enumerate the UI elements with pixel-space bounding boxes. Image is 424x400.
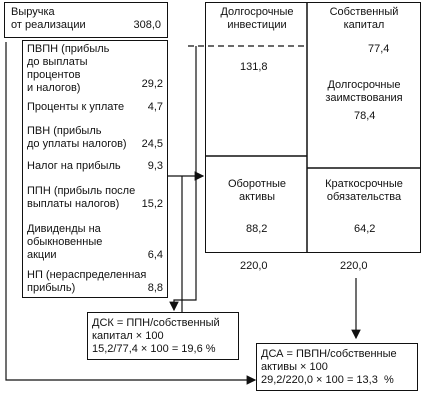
interest-value: 4,7 <box>147 101 163 113</box>
lt-debt-value: 78,4 <box>354 110 376 122</box>
current-assets-value: 88,2 <box>246 223 268 235</box>
revenue-value: 308,0 <box>133 19 161 31</box>
pvpn-label: ПВПН (прибыль до выплаты процентов и налогов) <box>27 43 110 94</box>
dividends-label: Дивиденды на обыкновенные акции <box>27 223 103 261</box>
lt-debt-label: Долгосрочные заимствования <box>325 79 403 104</box>
tax-label: Налог на прибыль <box>27 160 121 172</box>
st-liabilities-label: Краткосрочные обязательства <box>325 178 403 203</box>
roa-formula: ДСА = ПВПН/собственные активы × 100 29,2/220,0 × 100 = 13,3 % <box>261 348 397 386</box>
pbt-value: 24,5 <box>141 138 163 150</box>
current-assets-label: Оборотные активы <box>227 178 287 203</box>
tax-value: 9,3 <box>147 160 163 172</box>
retained-earnings-value: 8,8 <box>147 282 163 294</box>
assets-total: 220,0 <box>240 260 268 272</box>
roa-formula-box <box>256 343 418 391</box>
net-profit-label: ППН (прибыль после выплаты налогов) <box>27 185 136 210</box>
lt-investments-label: Долгосрочные инвестиции <box>220 6 294 31</box>
retained-earnings-label: НП (нераспределенная прибыль) <box>27 269 147 294</box>
interest-label: Проценты к уплате <box>27 101 125 113</box>
lt-investments-value: 131,8 <box>240 61 268 73</box>
dividends-value: 6,4 <box>147 249 163 261</box>
pbt-label: ПВН (прибыль до уплаты налогов) <box>27 125 127 150</box>
equity-value: 77,4 <box>368 43 390 55</box>
pvpn-value: 29,2 <box>141 78 163 90</box>
equity-label: Собственный капитал <box>329 6 399 31</box>
equity-to-roe-arrow <box>174 46 196 310</box>
revenue-label: Выручка от реализации <box>11 6 86 31</box>
balance-sheet-box <box>205 2 421 253</box>
income-statement-box <box>22 40 168 298</box>
liabilities-total: 220,0 <box>340 260 368 272</box>
net-profit-value: 15,2 <box>141 198 163 210</box>
roe-formula: ДСК = ППН/собственный капитал × 100 15,2/77,4 × 100 = 19,6 % <box>92 317 220 355</box>
roe-formula-box <box>87 312 239 360</box>
revenue-box <box>4 2 168 38</box>
st-liabilities-value: 64,2 <box>354 223 376 235</box>
